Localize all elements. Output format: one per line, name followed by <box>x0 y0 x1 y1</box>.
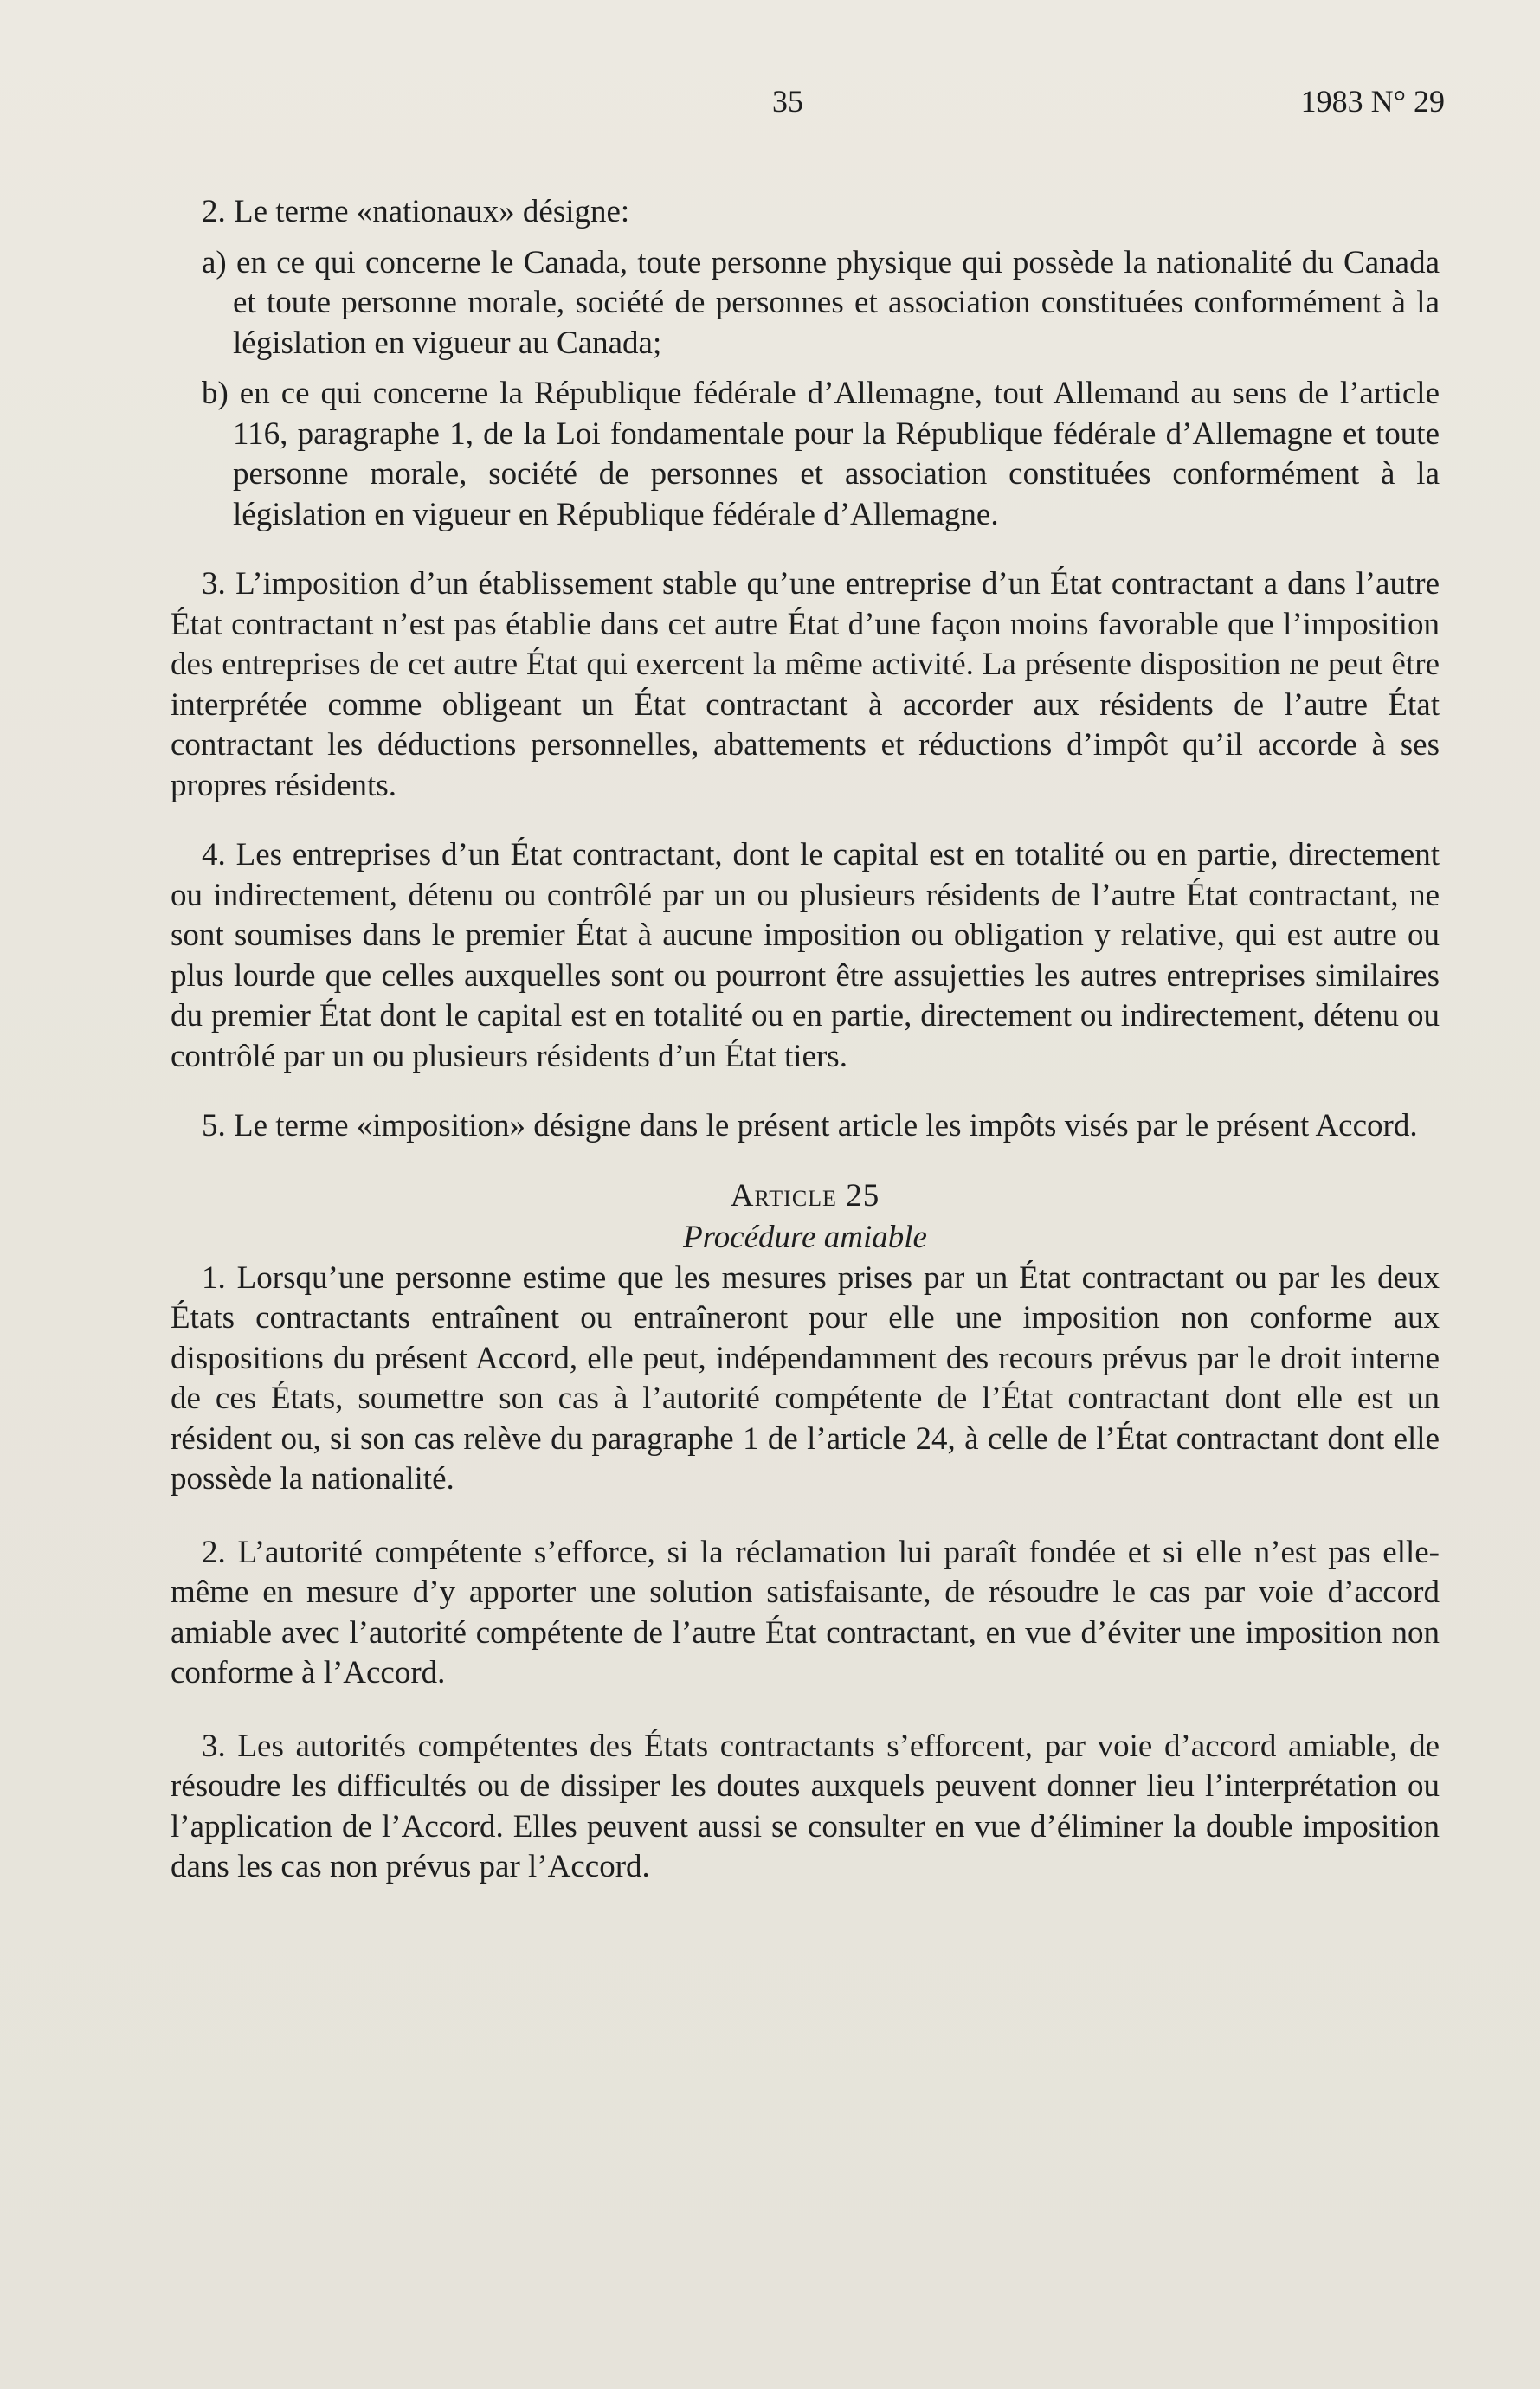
paragraph-2-item-a: a) en ce qui concerne le Canada, toute personne physique qui possède la nationalité du Canada et toute personne morale, société de personnes et association constituées conformément à la législation en vigueur au Canada; <box>202 244 1440 361</box>
paragraph-2-item-b: b) en ce qui concerne la République fédérale d’Allemagne, tout Allemand au sens de l’article 116, paragraphe 1, de la Loi fondamentale pour la République fédérale d’Allemagne et toute personne morale, société de personnes et association constituées conformément à la législation en vigueur en République fédérale d’Allemagne. <box>202 376 1440 532</box>
article-25-paragraph-3: 3. Les autorités compétentes des États contractants s’efforcent, par voie d’accord amiable, de résoudre les difficultés ou de dissiper les doutes auxquels peuvent donner lieu l’interprétation ou l’application de l’Accord. Elles peuvent aussi se consulter en vue d’éliminer la double imposition dans les cas non prévus par l’Accord. <box>171 1728 1440 1884</box>
article-title: Article 25 <box>730 1177 880 1214</box>
page-number: 35 <box>772 84 803 119</box>
document-body <box>171 192 1440 1888</box>
paragraph-3: 3. L’imposition d’un établissement stable qu’une entreprise d’un État contractant a dans l’autre État contractant n’est pas établie dans cet autre État d’une façon moins favorable que l’imposition des entreprises de cet autre État qui exercent la même activité. La présente disposition ne peut être interprétée comme obligeant un État contractant à accorder aux résidents de l’autre État contractant les déductions personnelles, abattements et réductions d’impôt qu’il accorde à ses propres résidents. <box>171 566 1440 803</box>
paragraph-4: 4. Les entreprises d’un État contractant, dont le capital est en totalité ou en partie, directement ou indirectement, détenu ou contrôlé par un ou plusieurs résidents de l’autre État contractant, ne sont soumises dans le premier État à aucune imposition ou obligation y relative, qui est autre ou plus lourde que celles auxquelles sont ou pourront être assujetties les autres entreprises similaires du premier État dont le capital est en totalité ou en partie, directement ou indirectement, détenu ou contrôlé par un ou plusieurs résidents d’un État tiers. <box>171 837 1440 1074</box>
paragraph-2-intro: 2. Le terme «nationaux» désigne: <box>202 194 630 229</box>
article-25-paragraph-1: 1. Lorsqu’une personne estime que les mesures prises par un État contractant ou par les deux États contractants entraînent ou entraîneront pour elle une imposition non conforme aux dispositions du présent Accord, elle peut, indépendamment des recours prévus par le droit interne de ces États, soumettre son cas à l’autorité compétente de l’État contractant dont elle est un résident ou, si son cas relève du paragraphe 1 de l’article 24, à celle de l’État contractant dont elle possède la nationalité. <box>171 1259 1440 1497</box>
article-25-paragraph-2: 2. L’autorité compétente s’efforce, si la réclamation lui paraît fondée et si elle n’est pas elle-même en mesure d’y apporter une solution satisfaisante, de résoudre le cas par voie d’accord amiable avec l’autorité compétente de l’autre État contractant, en vue d’éviter une imposition non conforme à l’Accord. <box>171 1534 1440 1690</box>
page-header <box>0 83 1540 128</box>
article-subtitle: Procédure amiable <box>683 1220 927 1255</box>
journal-reference: 1983 N° 29 <box>1300 84 1445 119</box>
paragraph-5: 5. Le terme «imposition» désigne dans le présent article les impôts visés par le présent Accord. <box>202 1108 1418 1143</box>
